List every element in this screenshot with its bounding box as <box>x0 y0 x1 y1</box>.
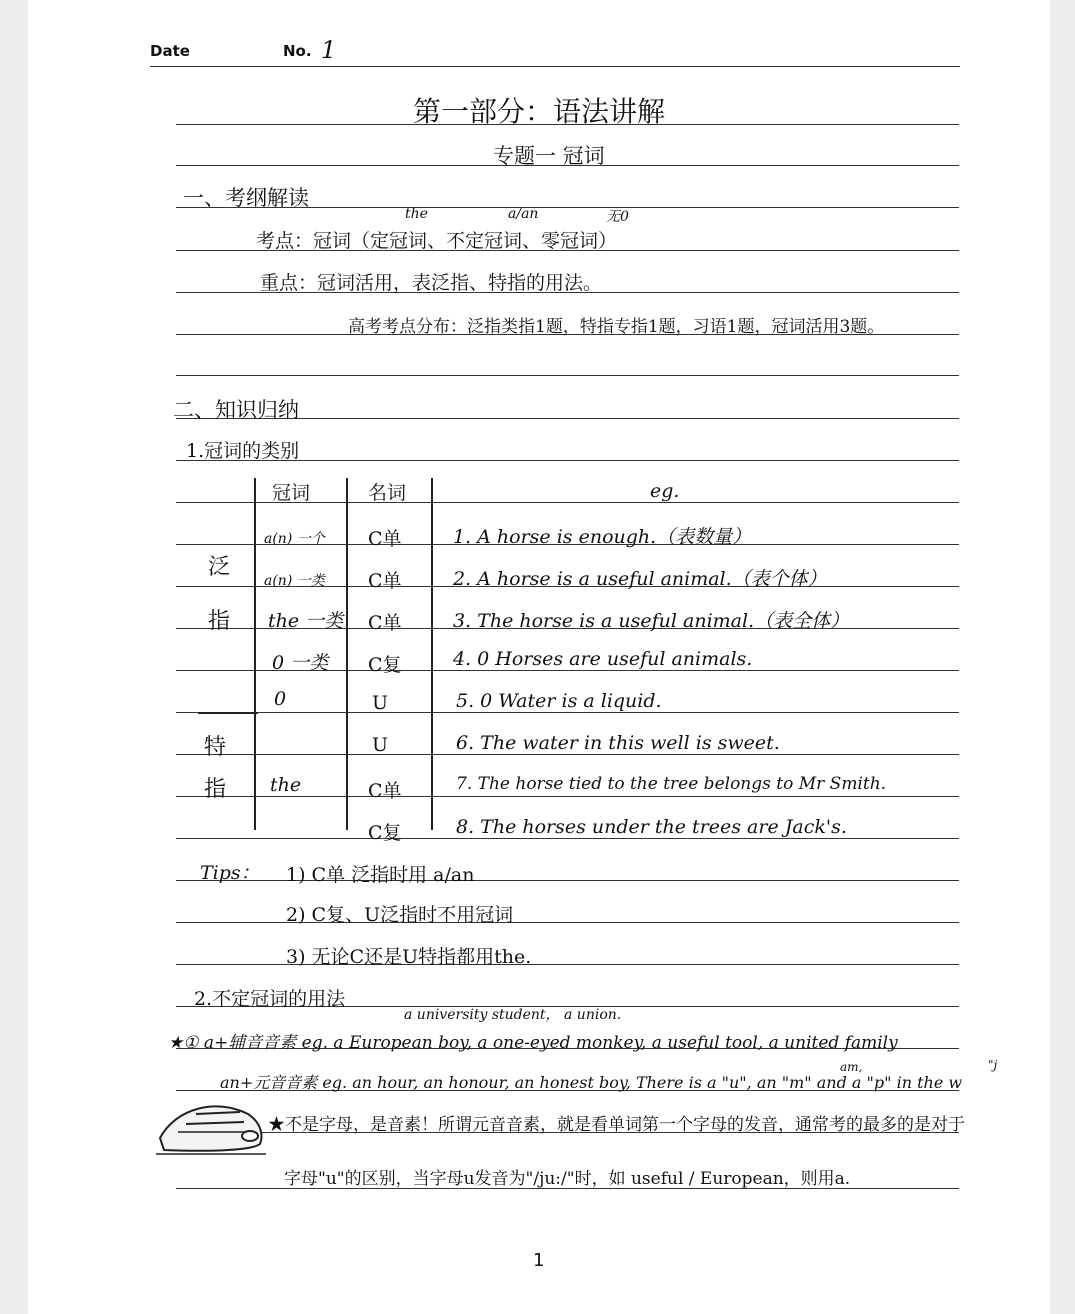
ruled-line <box>176 838 959 839</box>
note-j: "j <box>988 1058 998 1072</box>
rule-a-line: ★① a+辅音音素 eg. a European boy, a one-eyed monkey, a useful tool, a united family <box>168 1033 898 1053</box>
row-noun: C单 <box>368 528 402 550</box>
page-title: 第一部分：语法讲解 <box>413 95 666 128</box>
group-fanzhi-2: 指 <box>208 609 231 634</box>
kaodian-line: 考点：冠词（定冠词、不定冠词、零冠词） <box>256 230 618 252</box>
table-col-line <box>431 478 433 830</box>
rule-an-line: an+元音音素 eg. an hour, an honour, an honest boy, There is a "u", an "m" and a "p" in the w <box>220 1073 963 1092</box>
row-article: 0 <box>274 688 287 710</box>
row-example: 3. The horse is a useful animal.（表全体） <box>453 610 850 632</box>
row-noun: C复 <box>368 654 402 676</box>
table-col-line <box>254 478 256 830</box>
tip-item: 2) C复、U泛指时不用冠词 <box>286 904 514 926</box>
row-example: 4. 0 Horses are useful animals. <box>453 648 753 670</box>
table-group-divider <box>198 712 258 714</box>
group-tezhi-1: 特 <box>204 735 227 760</box>
group-tezhi-2: 指 <box>204 777 227 802</box>
row-noun: C单 <box>368 780 402 802</box>
no-label: No. <box>283 42 312 60</box>
note-line-2: 字母"u"的区别，当字母u发音为"/ju:/"时，如 useful / European，则用a. <box>284 1169 851 1189</box>
section2-heading: 二、知识归纳 <box>173 398 299 422</box>
gaokao-line: 高考考点分布：泛指类指1题，特指专指1题，习语1题，冠词活用3题。 <box>348 317 885 337</box>
notebook-page <box>28 0 1050 1314</box>
table-header-eg: eg. <box>650 480 680 502</box>
page-no-value: 1 <box>321 36 337 64</box>
table-col-line <box>346 478 348 830</box>
note-am: am, <box>840 1060 863 1074</box>
row-example: 2. A horse is a useful animal.（表个体） <box>453 568 827 590</box>
zhongdian-line: 重点：冠词活用，表泛指、特指的用法。 <box>260 272 603 294</box>
row-noun: C复 <box>368 822 402 844</box>
note-university: a university student， a union. <box>404 1007 622 1023</box>
row-example: 1. A horse is enough.（表数量） <box>453 526 752 548</box>
tip-item: 1) C单 泛指时用 a/an <box>286 864 475 886</box>
note-zero: 无0 <box>606 209 629 225</box>
ruled-line <box>176 375 959 376</box>
page-number: 1 <box>533 1250 545 1271</box>
row-example: 8. The horses under the trees are Jack's. <box>456 816 847 838</box>
row-article: 0 一类 <box>272 652 329 674</box>
table-header-noun: 名词 <box>368 482 407 504</box>
page-subtitle: 专题一 冠词 <box>493 144 605 168</box>
table-header-article: 冠词 <box>272 482 311 504</box>
note-line-1: ★不是字母，是音素！所谓元音音素，就是看单词第一个字母的发音，通常考的最多的是对于 <box>268 1115 965 1135</box>
header-rule <box>150 66 960 67</box>
row-example: 6. The water in this well is sweet. <box>456 732 780 754</box>
row-article: a(n) 一个 <box>264 531 325 547</box>
row-article: the 一类 <box>268 610 344 632</box>
section1-heading: 一、考纲解读 <box>183 186 309 210</box>
row-noun: C单 <box>368 570 402 592</box>
row-noun: C单 <box>368 612 402 634</box>
date-label: Date <box>150 42 190 60</box>
ruled-line <box>176 796 959 797</box>
row-article: the <box>270 774 302 796</box>
note-aan: a/an <box>508 206 539 222</box>
row-example: 7. The horse tied to the tree belongs to Mr Smith. <box>456 774 887 794</box>
row-article: a(n) 一类 <box>264 573 325 589</box>
train-doodle-icon <box>156 1092 268 1160</box>
group-fanzhi-1: 泛 <box>208 555 231 580</box>
ruled-line <box>176 754 959 755</box>
tips-label: Tips： <box>200 862 260 884</box>
tip-item: 3) 无论C还是U特指都用the. <box>286 946 532 968</box>
row-example: 5. 0 Water is a liquid. <box>456 690 662 712</box>
note-the: the <box>405 206 428 222</box>
section2-sub2: 2.不定冠词的用法 <box>194 988 346 1010</box>
section2-sub1: 1.冠词的类别 <box>186 440 300 462</box>
row-noun: U <box>372 734 389 756</box>
ruled-line <box>176 712 959 713</box>
row-noun: U <box>372 692 389 714</box>
